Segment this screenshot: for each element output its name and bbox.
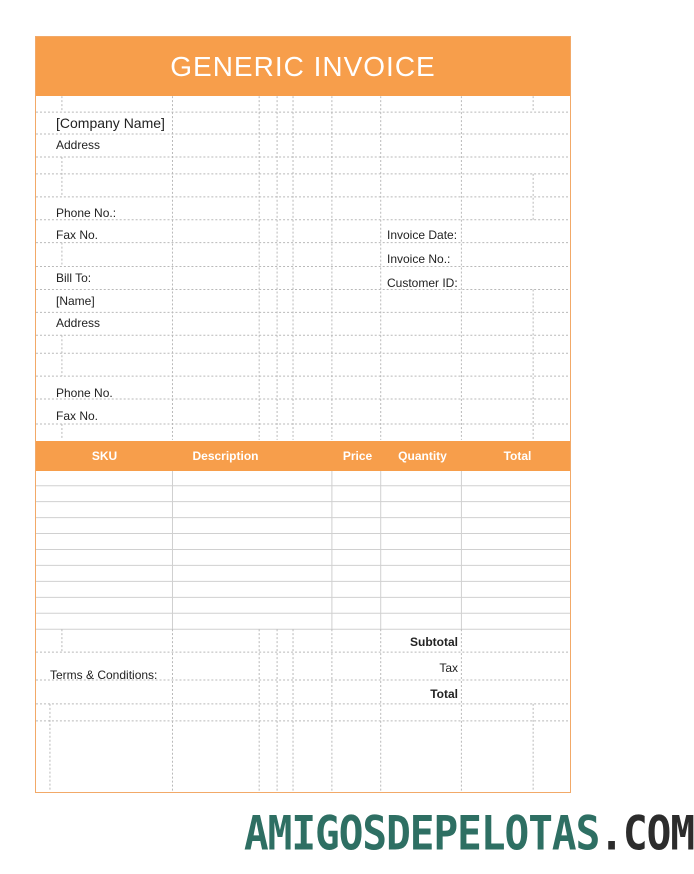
bill-to-name: [Name] bbox=[56, 294, 95, 308]
invoice-date-label: Invoice Date: bbox=[387, 228, 458, 242]
company-fax-label: Fax No. bbox=[56, 228, 99, 242]
column-header-description: Description bbox=[192, 449, 259, 463]
bill-to-phone-label: Phone No. bbox=[56, 386, 113, 400]
brand-tld: .COM bbox=[599, 806, 694, 862]
total-label: Total bbox=[430, 687, 458, 701]
company-address-label: Address bbox=[56, 138, 101, 152]
invoice-title: GENERIC INVOICE bbox=[36, 37, 570, 96]
column-header-quantity: Quantity bbox=[398, 449, 447, 463]
bill-to-label: Bill To: bbox=[56, 271, 92, 285]
column-header-total: Total bbox=[503, 449, 532, 463]
brand-name: AMIGOSDEPELOTAS bbox=[244, 806, 600, 862]
company-phone-label: Phone No.: bbox=[56, 206, 117, 220]
customer-id-label: Customer ID: bbox=[387, 276, 458, 290]
items-table-header bbox=[36, 441, 570, 471]
subtotal-label: Subtotal bbox=[410, 635, 458, 649]
terms-conditions-label: Terms & Conditions: bbox=[50, 668, 158, 682]
bill-to-fax-label: Fax No. bbox=[56, 409, 99, 423]
invoice-sheet bbox=[35, 36, 571, 793]
invoice-number-label: Invoice No.: bbox=[387, 252, 451, 266]
column-header-price: Price bbox=[342, 449, 373, 463]
company-name: [Company Name] bbox=[56, 115, 165, 131]
tax-label: Tax bbox=[439, 661, 458, 675]
brand-watermark bbox=[244, 806, 694, 864]
bill-to-address-label: Address bbox=[56, 316, 101, 330]
column-header-sku: SKU bbox=[91, 449, 118, 463]
